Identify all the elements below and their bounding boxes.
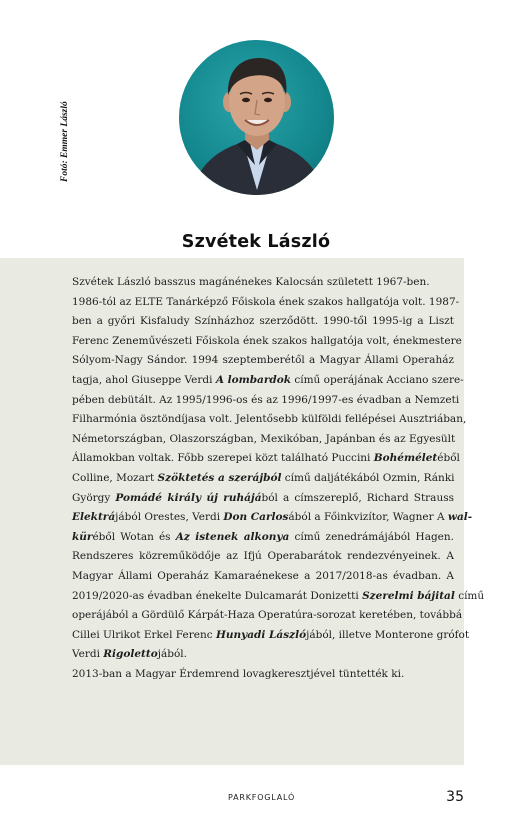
bio-line: Németországban, Olaszországban, Mexikóban, Japánban és az Egyesült <box>72 432 456 445</box>
bio-line: Ferenc Zeneművészeti Főiskola ének szakos hallgatója volt, énekmestere <box>72 334 462 347</box>
page-number: 35 <box>446 789 464 805</box>
portrait-illustration <box>179 40 334 195</box>
work-title: A lombardok <box>215 373 292 386</box>
work-title: Szöktetés a szerájból <box>157 471 282 484</box>
work-title: Don Carlos <box>223 511 289 524</box>
bio-line: Szvétek László basszus magánénekes Kalocsán született 1967-ben. <box>72 276 430 288</box>
work-title: Az istenek alkonya <box>175 530 290 543</box>
bio-line: György Pomádé király új ruhájából a címszereplő, Richard Strauss <box>72 491 454 504</box>
bio-line: 2019/2020-as évadban énekelte Dulcamarát Donizetti Szerelmi bájital című <box>72 589 485 602</box>
bio-line: Államokban voltak. Főbb szerepei közt található Puccini Bohéméletéből <box>72 452 460 465</box>
photo-credit-text: Fotó: Emmer László <box>60 101 70 182</box>
work-title: Elektrá <box>72 511 116 524</box>
bio-line: 2013-ban a Magyar Érdemrend lovagkeresztjével tüntették ki. <box>72 667 405 680</box>
bio-line: Elektrájából Orestes, Verdi Don Carlosából a Főinkvizítor, Wagner A wal- <box>72 511 473 524</box>
artist-portrait <box>179 40 334 195</box>
bio-line: tagja, ahol Giuseppe Verdi A lombardok című operájának Acciano szere- <box>72 373 464 386</box>
bio-line: 1986-tól az ELTE Tanárképző Főiskola ének szakos hallgatója volt. 1987- <box>72 295 460 308</box>
bio-line: operájából a Gördülő Kárpát-Haza Operatúra-sorozat keretében, továbbá <box>72 609 463 622</box>
bio-line: Filharmónia ösztöndíjasa volt. Jelentősebb külföldi fellépései Ausztriában, <box>72 413 467 426</box>
bio-line: ben a győri Kisfaludy Színházhoz szerződött. 1990-től 1995-ig a Liszt <box>72 315 454 328</box>
bio-line: Verdi Rigolettojából. <box>72 648 187 661</box>
bio-line: Cillei Ulrikot Erkel Ferenc Hunyadi Lászlójából, illetve Monterone grófot <box>72 628 470 641</box>
biography-text <box>72 273 485 684</box>
artist-name: Szvétek László <box>181 232 331 252</box>
work-title: Pomádé király új ruhájá <box>115 491 262 504</box>
bio-line: küréből Wotan és Az istenek alkonya című zenedrámájából Hagen. <box>72 530 454 543</box>
bio-line: Rendszeres közreműködője az Ifjú Operabarátok rendezvényeinek. A <box>72 550 454 563</box>
work-title: Bohémélet <box>373 452 438 465</box>
work-title: Szerelmi bájital <box>362 589 455 602</box>
bio-line: Magyar Állami Operaház Kamaraénekese a 2017/2018-as évadban. A <box>72 569 454 582</box>
photo-credit <box>60 82 74 182</box>
work-title: wal- <box>447 511 473 524</box>
bio-line: Colline, Mozart Szöktetés a szerájból című daljátékából Ozmin, Ránki <box>72 471 455 484</box>
work-title: Hunyadi László <box>215 628 307 641</box>
bio-line: pében debütált. Az 1995/1996-os és az 1996/1997-es évadban a Nemzeti <box>72 393 460 406</box>
bio-line: Sólyom-Nagy Sándor. 1994 szeptemberétől a Magyar Állami Operaház <box>72 354 454 367</box>
work-title: kür <box>72 530 93 543</box>
footer-label: PARKFOGLALÓ <box>228 793 296 802</box>
work-title: Rigoletto <box>103 648 158 661</box>
